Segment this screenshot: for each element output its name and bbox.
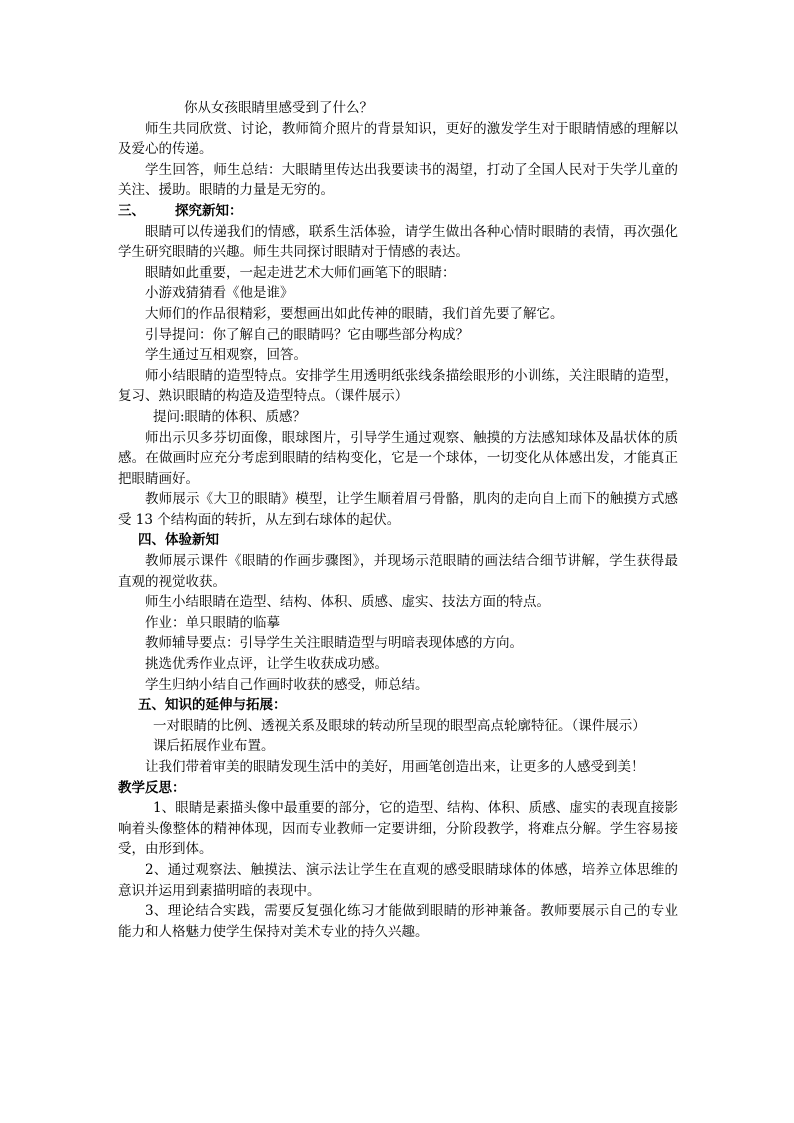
paragraph: 你从女孩眼睛里感受到了什么？ [184,100,373,116]
paragraph: 挑选优秀作业点评，让学生收获成功感。 [145,656,388,673]
paragraph: 让我们带着审美的眼睛发现生活中的美好，用画笔创造出来，让更多的人感受到美！ [145,759,645,775]
paragraph: 教师展示课件《眼睛的作画步骤图》，并现场示范眼睛的画法结合细节讲解，学生获得最直观的视觉收获。 [118,553,678,590]
section-heading-3 [118,201,678,222]
paragraph: 课后拓展作业布置。 [153,738,275,755]
paragraph: 学生通过互相观察，回答。 [145,347,307,364]
paragraph: 师生共同欣赏、讨论，教师简介照片的背景知识，更好的激发学生对于眼睛情感的理解以及爱心的传递。 [118,120,678,158]
paragraph: 教师展示《大卫的眼睛》模型，让学生顺着眉弓骨骼，肌肉的走向自上而下的触摸方式感受 13 个结构面的转折，从左到右球体的起伏。 [118,491,678,528]
paragraph: 1、眼睛是素描头像中最重要的部分，它的造型、结构、体积、质感、虚实的表现直接影响着头像整体的精神体现，因而专业教师一定要讲细，分阶段教学，将难点分解。学生容易接受，由形到体。 [118,800,678,858]
section-number: 三、 [118,202,145,219]
document-body [118,98,678,942]
paragraph: 师出示贝多芬切面像，眼球图片，引导学生通过观察、触摸的方法感知球体及晶状体的质感。在做画时应充分考虑到眼睛的结构变化，它是一个球体，一切变化从体感出发，才能真正把眼睛画好。 [118,429,678,487]
paragraph: 作业：单只眼睛的临摹 [145,614,280,631]
paragraph: 小游戏猜猜看《他是谁》 [145,285,294,302]
paragraph: 学生归纳小结自己作画时收获的感受，师总结。 [145,676,429,693]
paragraph: 教师辅导要点：引导学生关注眼睛造型与明暗表现体感的方向。 [145,635,523,652]
paragraph: 师小结眼睛的造型特点。安排学生用透明纸张线条描绘眼形的小训练，关注眼睛的造型，复习、熟识眼睛的构造及造型特点。（课件展示） [118,367,678,405]
paragraph: 2、通过观察法、触摸法、演示法让学生在直观的感受眼睛球体的体感，培养立体思维的意识并运用到素描明暗的表现中。 [118,861,678,899]
paragraph: 提问:眼睛的体积、质感？ [153,408,307,425]
paragraph: 学生回答，师生总结：大眼睛里传达出我要读书的渴望，打动了全国人民对于失学儿童的关注、援助。眼睛的力量是无穷的。 [118,161,678,199]
paragraph: 大师们的作品很精彩，要想画出如此传神的眼睛，我们首先要了解它。 [145,305,564,322]
paragraph: 眼睛可以传递我们的情感，联系生活体验，请学生做出各种心情时眼睛的表情，再次强化学生研究眼睛的兴趣。师生共同探讨眼睛对于情感的表达。 [118,223,678,261]
paragraph: 3、理论结合实践，需要反复强化练习才能做到眼睛的形神兼备。教师要展示自己的专业能力和人格魅力使学生保持对美术专业的持久兴趣。 [118,903,678,940]
paragraph: 师生小结眼睛在造型、结构、体积、质感、虚实、技法方面的特点。 [145,594,550,611]
paragraph: 一对眼睛的比例、透视关系及眼球的转动所呈现的眼型高点轮廓特征。（课件展示） [153,717,646,734]
paragraph: 眼睛如此重要，一起走进艺术大师们画笔下的眼睛： [145,264,456,281]
paragraph: 引导提问：你了解自己的眼睛吗？它由哪些部分构成？ [145,326,469,343]
section-heading-5: 五、知识的延伸与拓展： [138,697,287,714]
reflection-heading: 教学反思： [118,779,186,796]
section-heading-4: 四、体验新知 [138,532,219,549]
section-title: 探究新知： [175,202,243,219]
